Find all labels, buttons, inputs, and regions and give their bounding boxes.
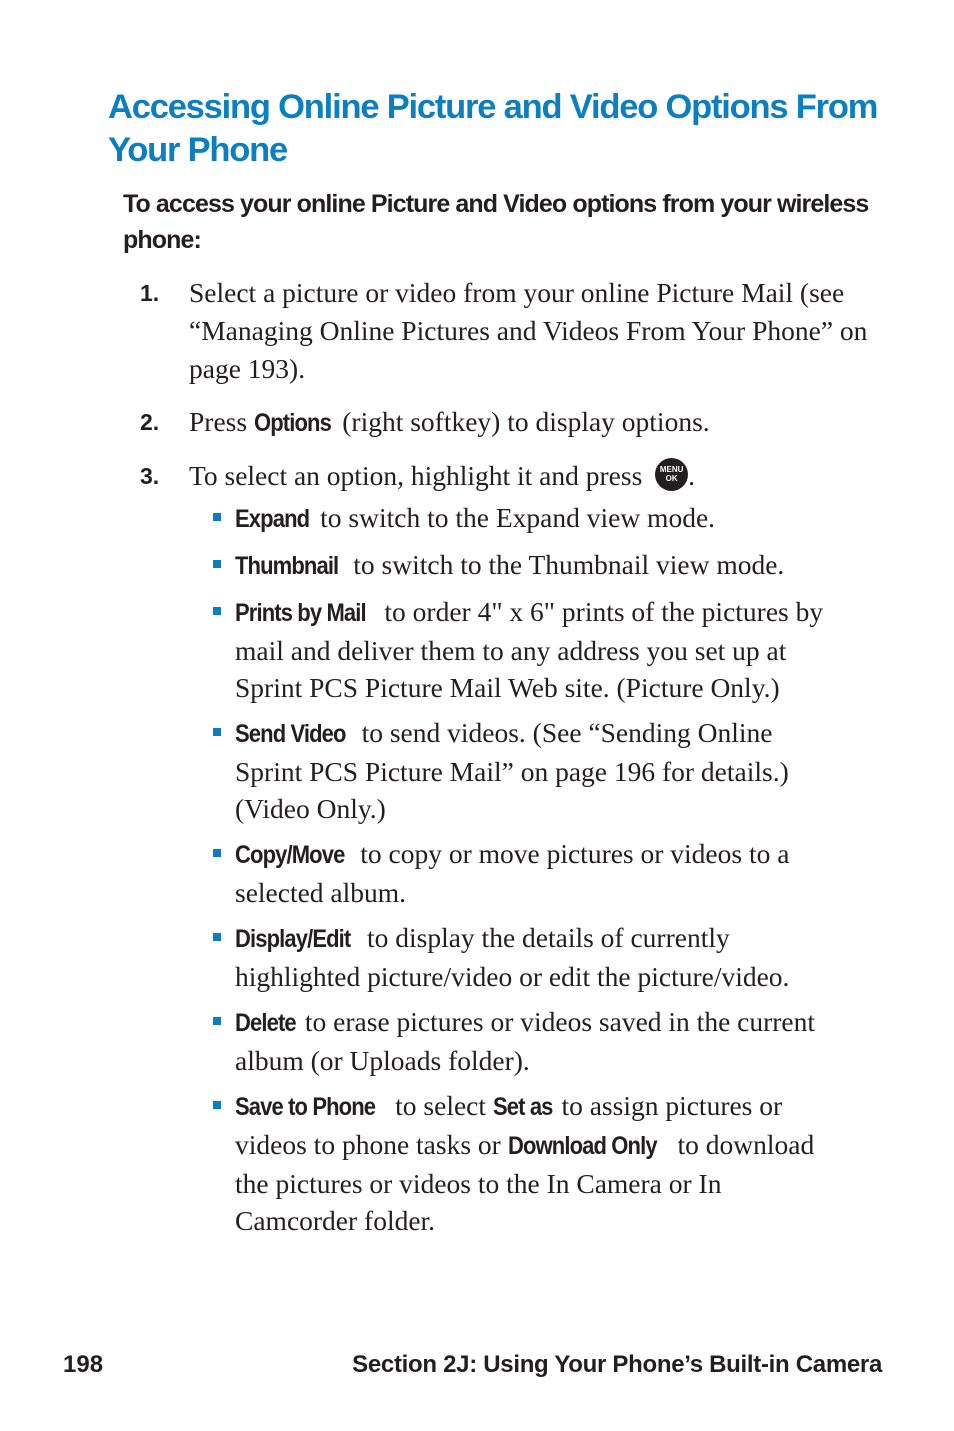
square-bullet-icon	[213, 1017, 221, 1025]
square-bullet-icon	[213, 933, 221, 941]
step-1	[140, 274, 870, 388]
step-text-pre: To select an option, highlight it and press	[189, 460, 650, 491]
option-thumbnail	[188, 546, 828, 585]
option-expand	[188, 499, 828, 538]
option-key: Expand	[235, 505, 310, 533]
square-bullet-icon	[213, 1101, 221, 1109]
step-3	[140, 457, 870, 1239]
step-number: 1.	[140, 280, 160, 306]
square-bullet-icon	[213, 513, 221, 521]
option-key: Display/Edit	[235, 925, 351, 953]
option-delete	[188, 1003, 828, 1079]
option-text: to select	[388, 1090, 493, 1121]
option-send-video	[188, 714, 828, 827]
step-number: 3.	[140, 463, 160, 489]
option-key: Prints by Mail	[235, 599, 366, 627]
square-bullet-icon	[213, 728, 221, 736]
square-bullet-icon	[213, 560, 221, 568]
option-save-to-phone	[188, 1087, 828, 1239]
options-key-label: Options	[253, 409, 331, 437]
square-bullet-icon	[213, 607, 221, 615]
option-copy-move	[188, 835, 828, 911]
option-key: Copy/Move	[235, 841, 345, 869]
option-text: to order 4" x 6" prints of the pictures by mail and deliver them to any address you set up at Sprint PCS Picture Mail Web site. (Picture Only.)	[235, 596, 824, 703]
option-key-set-as: Set as	[492, 1093, 553, 1121]
step-text-post: (right softkey) to display options.	[335, 406, 710, 437]
option-display-edit	[188, 919, 828, 995]
option-text: to copy or move pictures or videos to a selected album.	[235, 838, 790, 908]
option-text: to switch to the Thumbnail view mode.	[346, 549, 785, 580]
option-text: to download the pictures or videos to the In Camera or In Camcorder folder.	[235, 1129, 815, 1236]
option-text: to erase pictures or videos saved in the current album (or Uploads folder).	[235, 1006, 816, 1076]
options-list	[188, 499, 828, 1239]
option-text: to send videos. (See “Sending Online Sprint PCS Picture Mail” on page 196 for details.) (Video Only.)	[235, 717, 789, 824]
option-key: Thumbnail	[235, 552, 339, 580]
option-text: to display the details of currently highlighted picture/video or edit the picture/video.	[235, 922, 790, 992]
option-key: Save to Phone	[235, 1093, 376, 1121]
menu-ok-icon	[655, 458, 688, 491]
step-number: 2.	[140, 409, 160, 435]
option-text: to assign pictures or videos to phone tasks or	[235, 1090, 783, 1160]
section-footer: Section 2J: Using Your Phone’s Built-in Camera	[352, 1351, 882, 1378]
step-text-pre: Press	[189, 406, 254, 437]
option-text: to switch to the Expand view mode.	[313, 502, 716, 533]
intro-text: To access your online Picture and Video options from your wireless phone:	[123, 190, 869, 254]
page-number: 198	[63, 1351, 104, 1378]
steps-list	[140, 274, 870, 1254]
option-key: Delete	[235, 1009, 296, 1037]
menu-ok-icon-top-label: MENU	[659, 465, 684, 474]
step-2	[140, 403, 870, 442]
option-prints-by-mail	[188, 593, 828, 706]
step-text: Select a picture or video from your online Picture Mail (see “Managing Online Pictures and Videos From Your Phone” on page 193).	[189, 277, 868, 384]
option-key: Send Video	[235, 720, 346, 748]
menu-ok-icon-bottom-label: OK	[665, 474, 678, 483]
step-text-post: .	[688, 460, 696, 491]
square-bullet-icon	[213, 849, 221, 857]
option-key-download-only: Download Only	[507, 1132, 657, 1160]
page-title: Accessing Online Picture and Video Options From Your Phone	[108, 88, 878, 169]
